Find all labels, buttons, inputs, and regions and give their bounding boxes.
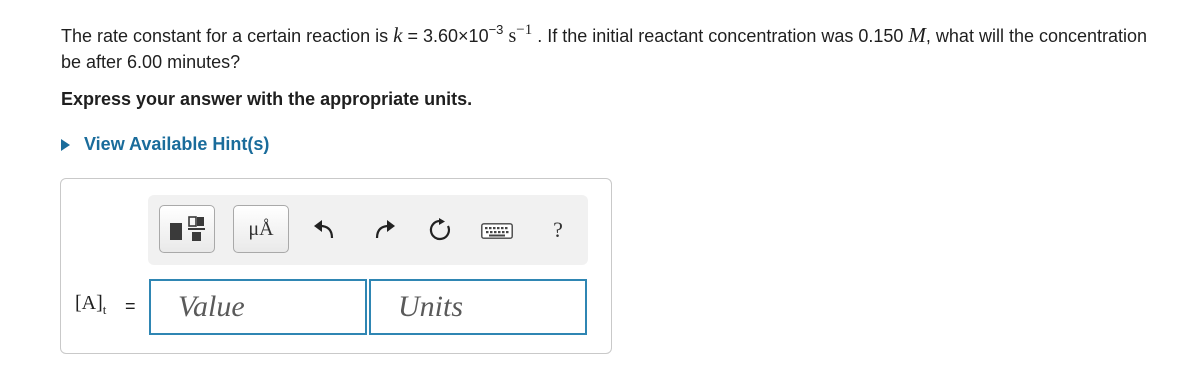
- unit-exponent: −1: [516, 22, 533, 38]
- units-input[interactable]: [371, 281, 585, 333]
- redo-button[interactable]: [373, 218, 397, 242]
- unit-seconds: s: [508, 25, 517, 47]
- view-hints-label: View Available Hint(s): [84, 134, 270, 154]
- question-part3: . If the initial reactant concentration was 0.150: [532, 26, 909, 46]
- templates-icon: [167, 214, 207, 244]
- undo-icon: [313, 219, 335, 241]
- help-button[interactable]: [547, 216, 569, 244]
- molarity-symbol: M: [908, 23, 926, 47]
- instruction-text: Express your answer with the appropriate units.: [61, 89, 473, 109]
- reset-button[interactable]: [427, 217, 453, 243]
- answer-variable-label: [75, 292, 106, 318]
- variable-subscript: t: [102, 302, 107, 317]
- keyboard-button[interactable]: [481, 222, 513, 240]
- templates-button[interactable]: [159, 205, 215, 253]
- view-hints-link[interactable]: [61, 134, 269, 155]
- math-toolbar: [148, 195, 588, 265]
- exponent: −3: [488, 22, 504, 37]
- equals-sign: =: [125, 296, 136, 316]
- keyboard-icon: [481, 223, 513, 239]
- variable-text: [A]: [75, 292, 103, 314]
- question-part1: The rate constant for a certain reaction is: [61, 26, 394, 46]
- units-button[interactable]: [233, 205, 289, 253]
- redo-icon: [374, 219, 396, 241]
- question-part2: = 3.60×10: [402, 26, 489, 46]
- question-part4: , what will the concentration be after 6.00 minutes?: [61, 26, 1148, 72]
- undo-button[interactable]: [312, 218, 336, 242]
- value-field-wrapper: [149, 279, 367, 335]
- value-input[interactable]: [151, 281, 365, 333]
- units-field-wrapper: [369, 279, 587, 335]
- question-text: [61, 22, 1171, 75]
- units-icon: μÅ: [248, 217, 274, 240]
- expand-triangle-icon: [61, 139, 70, 151]
- help-icon: ?: [553, 217, 563, 242]
- rate-constant-symbol: k: [393, 23, 403, 47]
- reset-icon: [428, 218, 452, 242]
